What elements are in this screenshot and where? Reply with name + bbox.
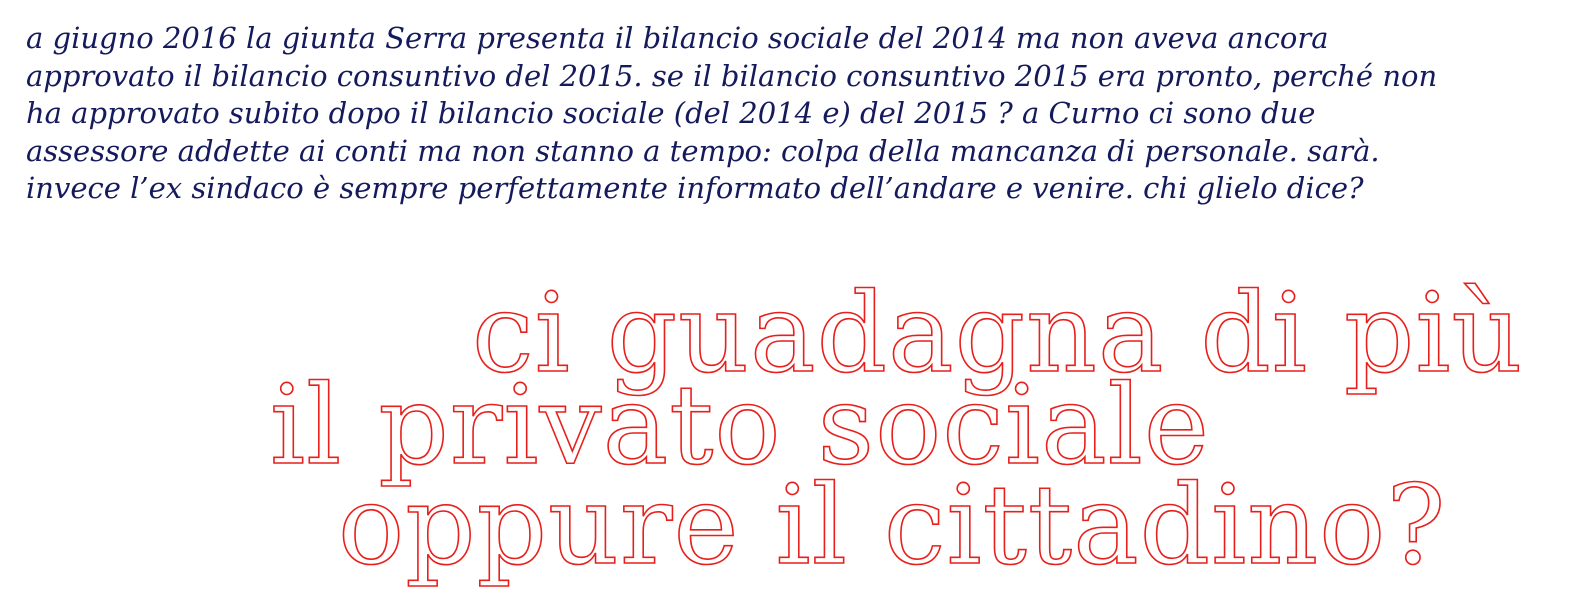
headline-line-1: ci guadagna di più xyxy=(472,269,1524,397)
headline-line-2: il privato sociale xyxy=(270,361,1210,489)
intro-line-5: invece l’ex sindaco è sempre perfettamente informato dell’andare e venire. chi glielo dice? xyxy=(26,171,1364,205)
headline-line-3: oppure il cittadino? xyxy=(338,461,1447,589)
intro-line-4: assessore addette ai conti ma non stanno a tempo: colpa della mancanza di personale. sarà. xyxy=(26,133,1380,168)
intro-paragraph xyxy=(26,20,1566,208)
intro-line-2: approvato il bilancio consuntivo del 2015. se il bilancio consuntivo 2015 era pronto, perché non xyxy=(26,58,1438,93)
intro-line-1: a giugno 2016 la giunta Serra presenta il bilancio sociale del 2014 ma non aveva ancora xyxy=(26,21,1329,55)
intro-line-3: ha approvato subito dopo il bilancio sociale (del 2014 e) del 2015 ? a Curno ci sono due xyxy=(26,96,1316,130)
